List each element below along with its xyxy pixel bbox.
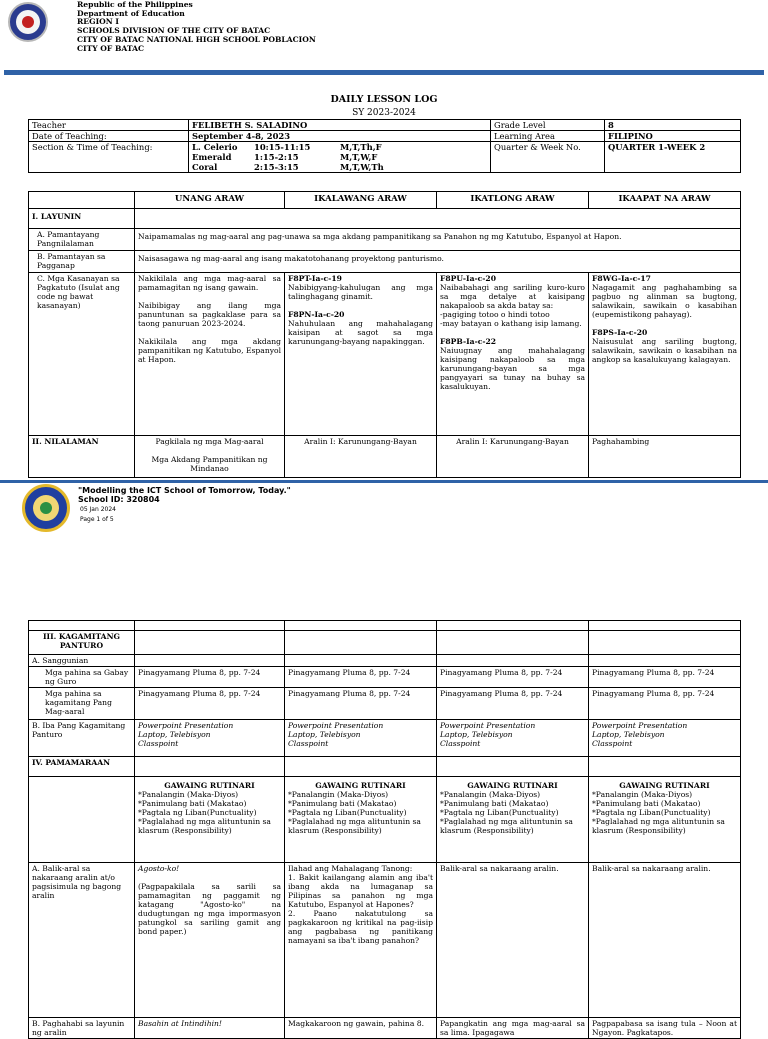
competency-text: Nabibigyang-kahulugan ang mga talinghagang ginamit. [288,283,433,301]
nilalaman-day3: Aralin I: Karunungang-Bayan [437,436,589,478]
date-label: Date of Teaching: [29,131,189,142]
header-line: CITY OF BATAC NATIONAL HIGH SCHOOL POBLACION [77,34,316,44]
blank-cell [135,655,285,667]
gabay-day1: Pinagyamang Pluma 8, pp. 7-24 [135,667,285,688]
blank-header-cell [29,192,135,209]
rutinari-items: *Panalangin (Maka-Diyos) *Panimulang bati (Makatao) *Pagtala ng Liban(Punctuality) *Paglalahad ng mga alituntunin sa klasrum (Responsibility) [288,790,421,835]
kagamitan-heading: III. KAGAMITANG PANTURO [29,631,135,655]
deped-seal-core [22,16,34,28]
section-time: 2:15-3:15 [254,162,299,172]
iba-pang-day4: Powerpoint Presentation Laptop, Telebisyon Classpoint [589,720,741,757]
header-line: Department of Education [77,8,185,18]
header-divider [4,70,764,75]
day-header: IKALAWANG ARAW [285,192,437,209]
competency-code: F8PS-Ia-c-20 [592,328,648,337]
area-label: Learning Area [491,131,605,142]
competency-code: F8PN-Ia-c-20 [288,310,345,319]
competency-code: F8PU-Ia-c-20 [440,274,496,283]
section-schedule [189,142,491,173]
iba-pang-day3: Powerpoint Presentation Laptop, Telebisyon Classpoint [437,720,589,757]
iba-pang-label: B. Iba Pang Kagamitang Panturo [29,720,135,757]
kasanayan-day3 [437,273,589,436]
quarter-value: QUARTER 1-WEEK 2 [605,142,741,173]
kagamitang-day2: Pinagyamang Pluma 8, pp. 7-24 [285,688,437,720]
rutinari-title: GAWAING RUTINARI [619,781,710,790]
day-header: IKATLONG ARAW [437,192,589,209]
kasanayan-day4 [589,273,741,436]
blank-cell [437,631,589,655]
sanggunian-label: A. Sanggunian [29,655,135,667]
kasanayan-day1: Nakikilala ang mga mag-aaral sa pamamagitan ng isang gawain. Naibibigay ang ilang mga panuntunan sa pagkaklase para sa taong panuruan 2023-2024. Nakikilala ang mga akdang pampanitikan ng Katutubo, Espanyol at Hapon. [135,273,285,436]
rutinari-items: *Panalangin (Maka-Diyos) *Panimulang bati (Makatao) *Pagtala ng Liban(Punctuality) *Paglalahad ng mga alituntunin sa klasrum (Responsibility) [138,790,271,835]
blank-cell [589,757,741,777]
lesson-table-page1 [28,191,741,478]
competency-text: Nahuhulaan ang mahahalagang kaisipan at sagot sa mga karunungang-bayang napakinggan. [288,319,433,346]
paghahabi-day4: Pagpapabasa sa isang tula – Noon at Ngayon. Pagkatapos. [589,1018,741,1039]
blank-cell [437,621,589,631]
page-number: Page 1 of 5 [80,516,114,523]
paghahabi-day2: Magkakaroon ng gawain, pahina 8. [285,1018,437,1039]
school-motto: "Modelling the ICT School of Tomorrow, Today." [78,486,291,495]
balik-aral-day1 [135,863,285,1018]
blank-cell [29,621,135,631]
rutinari-day1 [135,777,285,863]
rutinari-items: *Panalangin (Maka-Diyos) *Panimulang bati (Makatao) *Pagtala ng Liban(Punctuality) *Paglalahad ng mga alituntunin sa klasrum (Responsibility) [592,790,725,835]
nilalaman-day2: Aralin I: Karunungang-Bayan [285,436,437,478]
competency-code: F8PT-Ia-c-19 [288,274,342,283]
layunin-heading: I. LAYUNIN [29,209,135,229]
layunin-empty [135,209,741,229]
info-table [28,119,741,173]
rutinari-title: GAWAING RUTINARI [315,781,406,790]
section-days: M,T,W,Th [340,162,384,172]
blank-cell [135,631,285,655]
section-name: Emerald [192,152,232,162]
date-value: September 4-8, 2023 [189,131,491,142]
blank-cell [589,631,741,655]
nilalaman-day1: Pagkilala ng mga Mag-aaral Mga Akdang Pampanitikan ng Mindanao [135,436,285,478]
kagamitang-day1: Pinagyamang Pluma 8, pp. 7-24 [135,688,285,720]
footer-divider [0,480,768,483]
day-header: UNANG ARAW [135,192,285,209]
competency-text: Naisusulat ang sariling bugtong, salawikain, sawikain o kasabihan na angkop sa kasalukuyang kalagayan. [592,337,737,364]
paghahabi-label: B. Paghahabi sa layunin ng aralin [29,1018,135,1039]
rutinari-items: *Panalangin (Maka-Diyos) *Panimulang bati (Makatao) *Pagtala ng Liban(Punctuality) *Paglalahad ng mga alituntunin sa klasrum (Responsibility) [440,790,573,835]
quarter-label: Quarter & Week No. [491,142,605,173]
section-days: M,T,Th,F [340,142,382,152]
gabay-label: Mga pahina sa Gabay ng Guro [29,667,135,688]
school-logo-core [40,502,52,514]
nilalaman-day4: Paghahambing [589,436,741,478]
section-days: M,T,W,F [340,152,378,162]
blank-cell [437,757,589,777]
blank-cell [285,621,437,631]
pamantayang-label: A. Pamantayang Pangnilalaman [29,229,135,251]
iba-pang-day1: Powerpoint Presentation Laptop, Telebisyon Classpoint [135,720,285,757]
pamantayang-text: Naipamamalas ng mag-aaral ang pag-unawa sa mga akdang pampanitikang sa Panahon ng mg Katutubo, Espanyol at Hapon. [135,229,741,251]
blank-cell [589,621,741,631]
blank-cell [135,621,285,631]
balik-aral-label: A. Balik-aral sa nakaraang aralin at/o pagsisimula ng bagong aralin [29,863,135,1018]
kasanayan-label: C. Mga Kasanayan sa Pagkatuto (Isulat ang code ng bawat kasanayan) [29,273,135,436]
header-line: Republic of the Philippines [77,0,193,9]
kasanayan-day2 [285,273,437,436]
blank-cell [285,757,437,777]
pagganap-label: B. Pamantayan sa Pagganap [29,251,135,273]
school-year: SY 2023-2024 [352,108,416,118]
document-title: DAILY LESSON LOG [330,94,438,105]
blank-cell [589,655,741,667]
section-time: 10:15-11:15 [254,142,311,152]
section-time: 1:15-2:15 [254,152,299,162]
blank-cell [135,757,285,777]
kagamitang-day3: Pinagyamang Pluma 8, pp. 7-24 [437,688,589,720]
balik-aral-day3: Balik-aral sa nakaraang aralin. [437,863,589,1018]
kagamitang-label: Mga pahina sa kagamitang Pang Mag-aaral [29,688,135,720]
agency-header [77,1,316,53]
pagganap-text: Naisasagawa ng mag-aaral ang isang makatotohanang proyektong panturismo. [135,251,741,273]
blank-cell [285,655,437,667]
nilalaman-heading: II. NILALAMAN [29,436,135,478]
activity-title: Agosto-ko! [138,864,180,873]
section-label: Section & Time of Teaching: [29,142,189,173]
iba-pang-day2: Powerpoint Presentation Laptop, Telebisyon Classpoint [285,720,437,757]
blank-cell [285,631,437,655]
lesson-table-page2 [28,620,741,1039]
header-line: CITY OF BATAC [77,43,145,53]
pamamaraan-heading: IV. PAMAMARAAN [29,757,135,777]
teacher-name: FELIBETH S. SALADINO [189,120,491,131]
grade-label: Grade Level [491,120,605,131]
balik-aral-day4: Balik-aral sa nakaraang aralin. [589,863,741,1018]
gabay-day2: Pinagyamang Pluma 8, pp. 7-24 [285,667,437,688]
competency-text: Naibabahagi ang sariling kuro-kuro sa mga detalye at kaisipang nakapaloob sa akda batay sa: -pagiging totoo o hindi totoo -may batayan o kathang isip lamang. [440,283,585,328]
school-id: School ID: 320804 [78,495,160,504]
kagamitang-day4: Pinagyamang Pluma 8, pp. 7-24 [589,688,741,720]
section-name: Coral [192,162,218,172]
header-line: REGION I [77,17,119,27]
paghahabi-day3: Papangkatin ang mga mag-aaral sa sa lima. Ipagagawa [437,1018,589,1039]
blank-cell [29,777,135,863]
rutinari-day2 [285,777,437,863]
blank-cell [437,655,589,667]
area-value: FILIPINO [605,131,741,142]
rutinari-day3 [437,777,589,863]
competency-code: F8PB-Ia-c-22 [440,337,497,346]
section-name: L. Celerio [192,142,238,152]
footer-date: 05 Jan 2024 [80,506,116,513]
competency-text: Naiuugnay ang mahahalagang kaisipang nakapaloob sa mga karunungang-bayan sa mga pangyayari sa tunay na buhay sa kasalukuyan. [440,346,585,391]
rutinari-day4 [589,777,741,863]
rutinari-title: GAWAING RUTINARI [164,781,255,790]
activity-text: (Pagpapakilala sa sarili sa pamamagitan ng paggamit ng katagang "Agosto-ko" na dudugtungan ng mga impormasyon patungkol sa sariling gamit ang bond paper.) [138,882,281,936]
paghahabi-day1: Basahin at Intindihin! [135,1018,285,1039]
day-header: IKAAPAT NA ARAW [589,192,741,209]
competency-code: F8WG-Ia-c-17 [592,274,651,283]
rutinari-title: GAWAING RUTINARI [467,781,558,790]
gabay-day4: Pinagyamang Pluma 8, pp. 7-24 [589,667,741,688]
teacher-label: Teacher [29,120,189,131]
header-line: SCHOOLS DIVISION OF THE CITY OF BATAC [77,26,271,36]
grade-value: 8 [605,120,741,131]
competency-text: Nagagamit ang paghahambing sa pagbuo ng alinman sa bugtong, salawikain, sawikain o kasabihan (eupemistikong pahayag). [592,283,737,319]
gabay-day3: Pinagyamang Pluma 8, pp. 7-24 [437,667,589,688]
balik-aral-day2: Ilahad ang Mahalagang Tanong: 1. Bakit kailangang alamin ang iba't ibang akda na lumaganap sa Pilipinas sa panahon ng mga Katutubo, Espanyol at Hapones? 2. Paano nakatutulong sa pagkakaroon ng kritikal na pag-iisip ang pagbabasa ng panitikang namayani sa iba't ibang panahon? [285,863,437,1018]
